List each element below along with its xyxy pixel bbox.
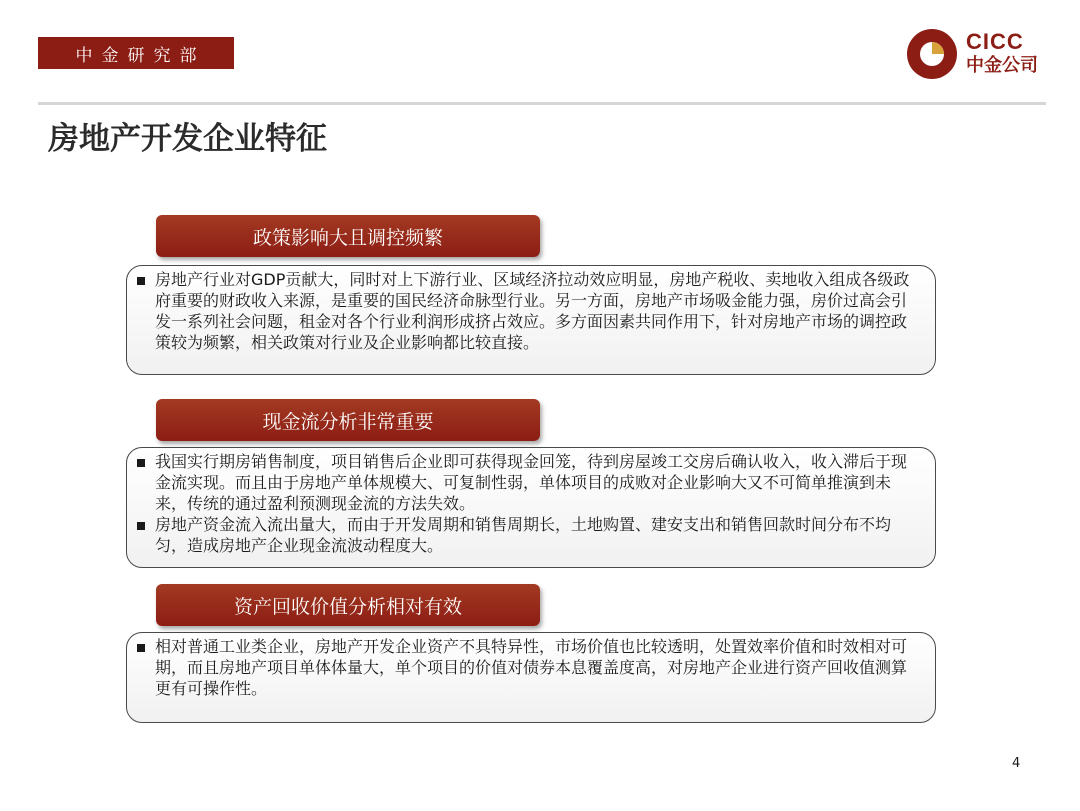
- cicc-logo-icon: [905, 27, 959, 81]
- section-box-policy: [126, 265, 936, 375]
- bullet-square-icon: [137, 644, 145, 652]
- section-box-asset-recovery: [126, 632, 936, 723]
- logo-text-cn: 中金公司: [966, 55, 1038, 76]
- bullet-text: 我国实行期房销售制度，项目销售后企业即可获得现金回笼，待到房屋竣工交房后确认收入，收入滞后于现金流实现。而且由于房地产单体规模大、可复制性弱，单体项目的成败对企业影响大又不可简单推演到未来，传统的通过盈利预测现金流的方法失效。: [155, 452, 908, 513]
- page-title: 房地产开发企业特征: [48, 121, 327, 157]
- bullet-text: 房地产资金流入流出量大，而由于开发周期和销售周期长，土地购置、建安支出和销售回款时间分布不均匀，造成房地产企业现金流波动程度大。: [155, 515, 892, 555]
- page-number: 4: [1012, 756, 1021, 771]
- cicc-logo: [905, 27, 1050, 83]
- bullet-item: [137, 269, 921, 353]
- bullet-square-icon: [137, 459, 145, 467]
- header-divider: [38, 102, 1046, 105]
- bullet-square-icon: [137, 277, 145, 285]
- section-heading-cashflow: 现金流分析非常重要: [156, 399, 540, 441]
- department-tag: 中金研究部: [38, 37, 234, 69]
- bullet-square-icon: [137, 522, 145, 530]
- bullet-item: [137, 636, 921, 699]
- bullet-item: [137, 514, 921, 556]
- section-box-cashflow: [126, 447, 936, 568]
- section-heading-policy: 政策影响大且调控频繁: [156, 215, 540, 257]
- section-heading-asset-recovery: 资产回收价值分析相对有效: [156, 584, 540, 626]
- logo-text-en: CICC: [966, 29, 1024, 54]
- bullet-item: [137, 451, 921, 514]
- bullet-text: 房地产行业对GDP贡献大，同时对上下游行业、区域经济拉动效应明显，房地产税收、卖地收入组成各级政府重要的财政收入来源，是重要的国民经济命脉型行业。另一方面，房地产市场吸金能力强，房价过高会引发一系列社会问题，租金对各个行业利润形成挤占效应。多方面因素共同作用下，针对房地产市场的调控政策较为频繁，相关政策对行业及企业影响都比较直接。: [155, 270, 910, 352]
- bullet-text: 相对普通工业类企业，房地产开发企业资产不具特异性，市场价值也比较透明，处置效率价值和时效相对可期，而且房地产项目单体体量大，单个项目的价值对债券本息覆盖度高，对房地产企业进行资产回收值测算更有可操作性。: [155, 637, 908, 698]
